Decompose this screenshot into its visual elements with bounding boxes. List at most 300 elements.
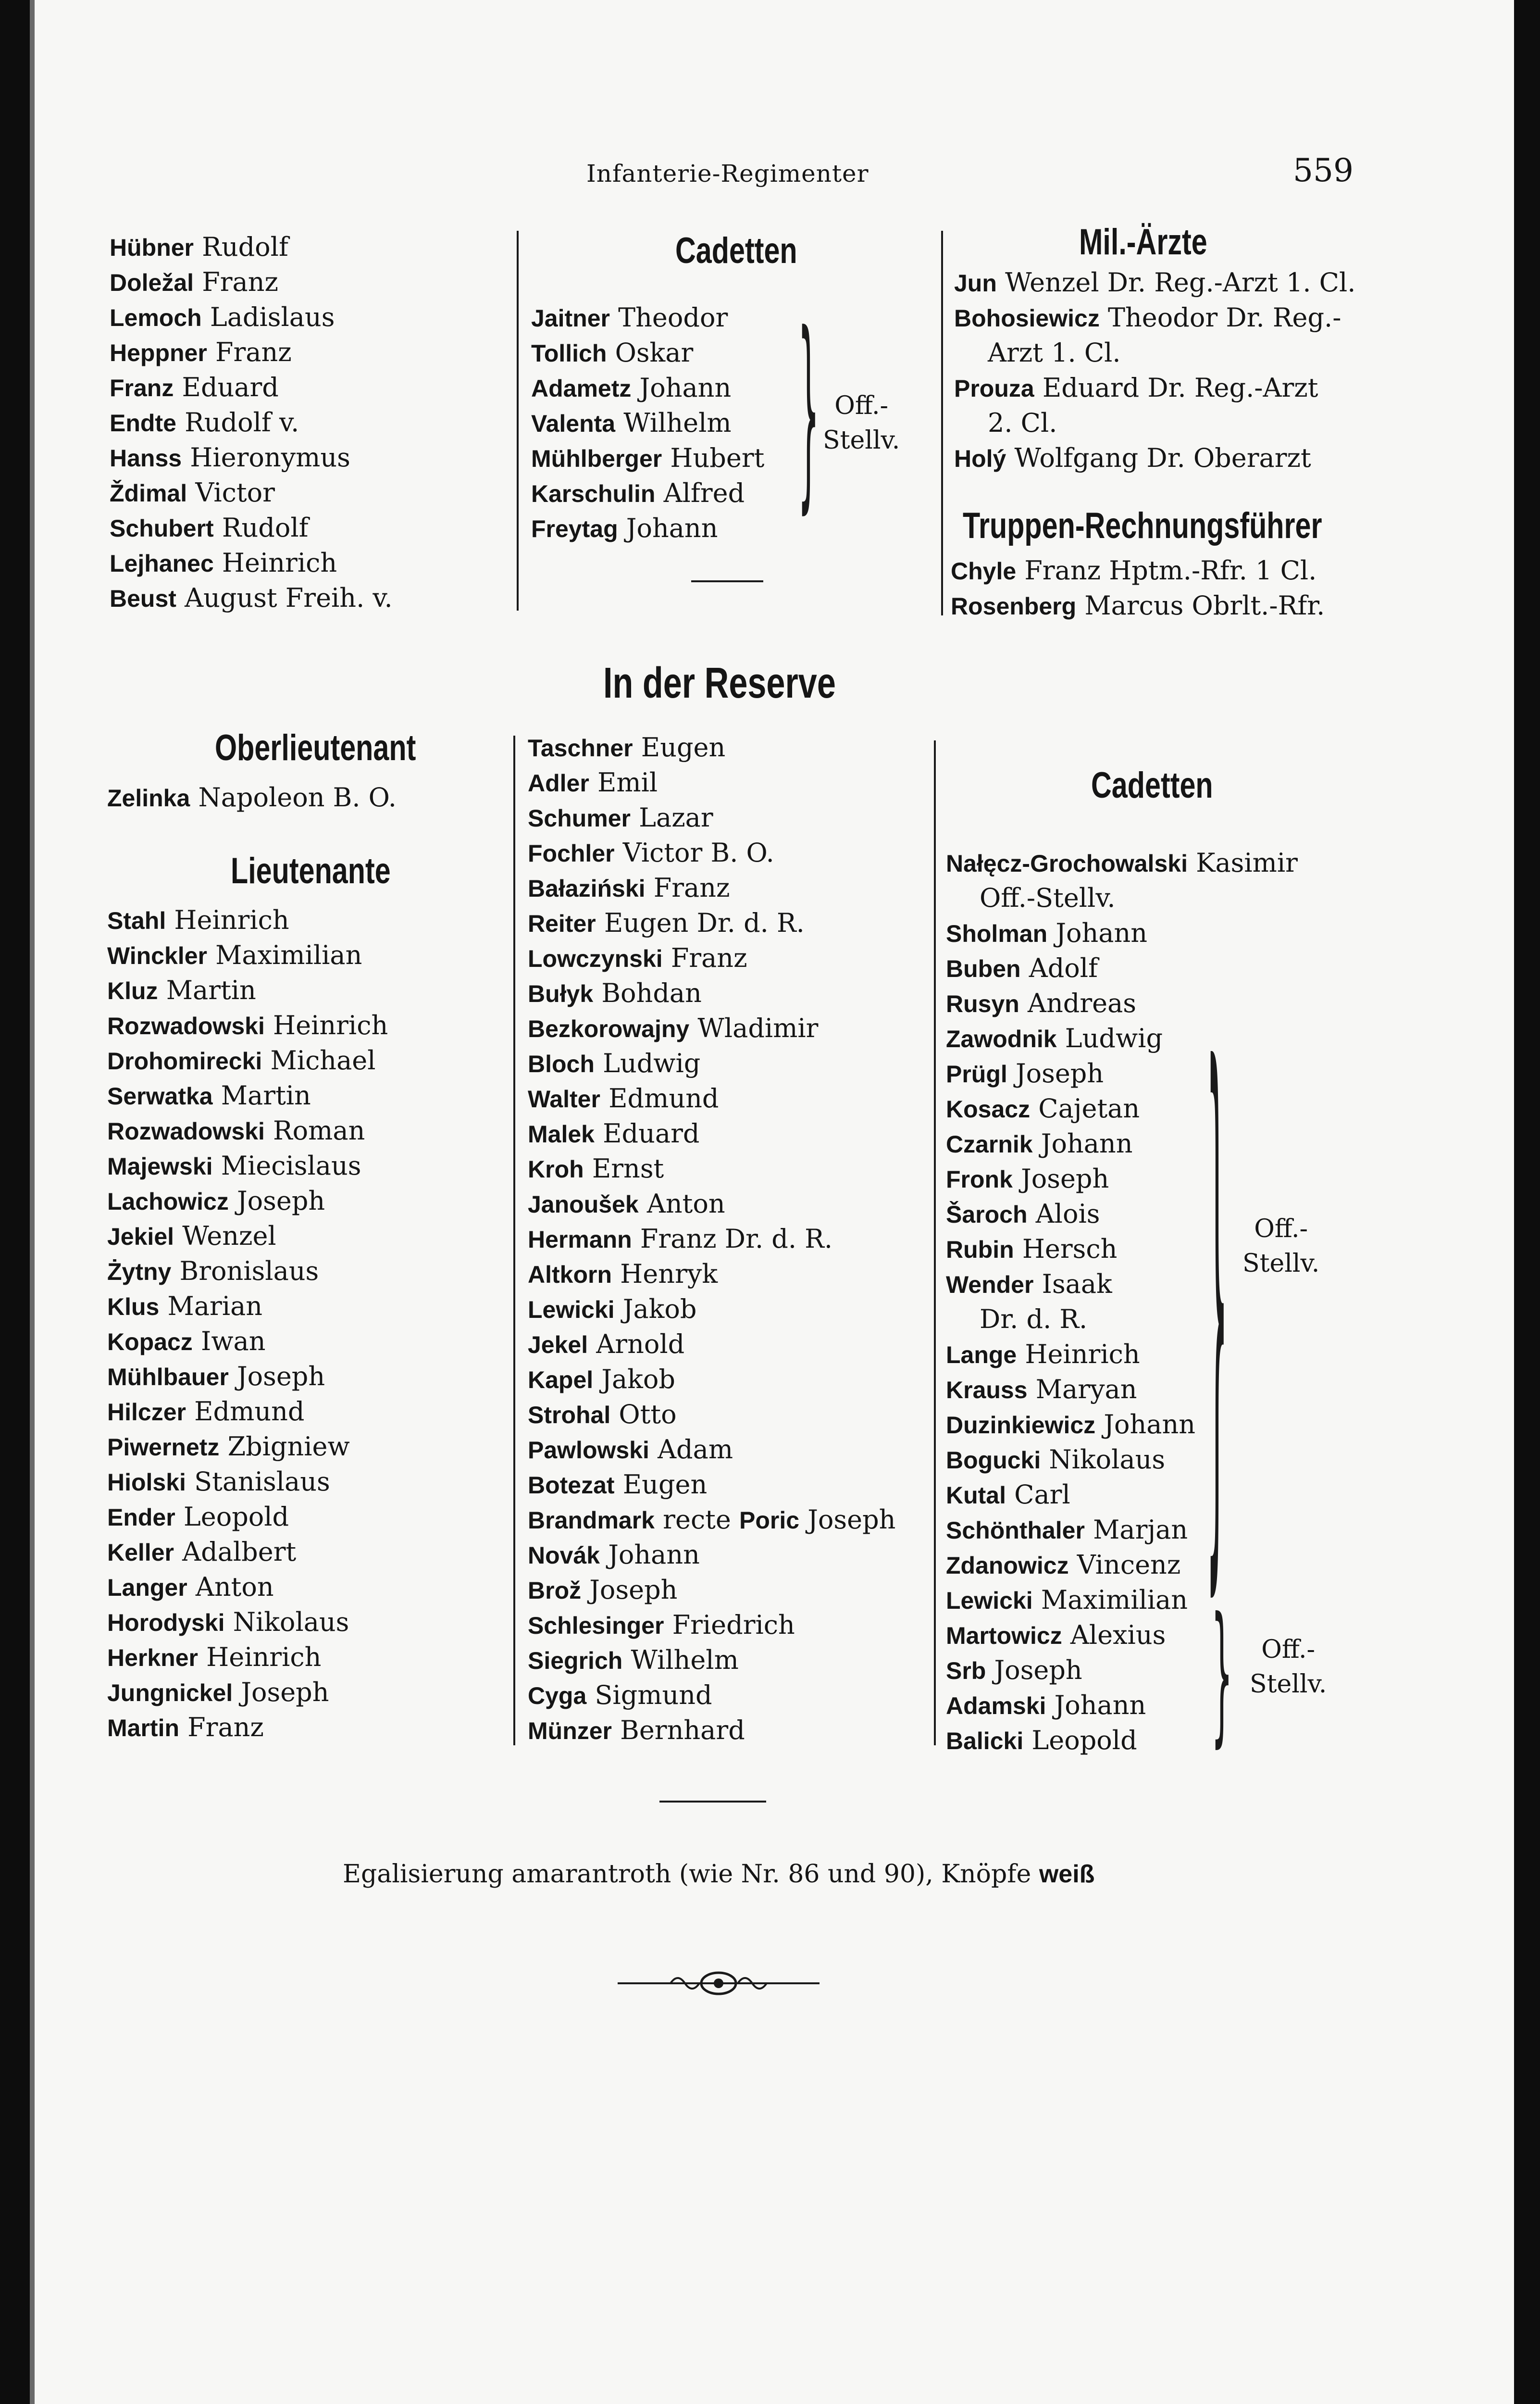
cadetten-list: [531, 300, 764, 546]
given-name: Joseph: [994, 1655, 1082, 1685]
given-name: Nikolaus: [1049, 1444, 1166, 1475]
list-item: [107, 1675, 388, 1710]
given-name: Alois: [1035, 1199, 1100, 1229]
surname: Brož: [528, 1577, 582, 1604]
given-name: Joseph: [1021, 1164, 1109, 1194]
given-name: Anton: [646, 1189, 725, 1219]
brace-cadetten: }: [798, 288, 820, 533]
mil-aerzte-list: [954, 265, 1355, 476]
ornament-dot: [714, 1978, 723, 1988]
given-name: Edmund: [609, 1083, 719, 1114]
reserve-heading: In der Reserve: [603, 659, 836, 707]
list-item: [531, 335, 764, 370]
given-name: Adolf: [1029, 953, 1098, 983]
surname: Valenta: [531, 410, 616, 437]
surname: Jungnickel: [107, 1679, 233, 1706]
given-name: Bernhard: [620, 1715, 745, 1745]
given-name: Adalbert: [182, 1537, 297, 1567]
list-item: [110, 229, 393, 264]
list-item: [528, 905, 895, 940]
list-item: [531, 476, 764, 511]
list-item: [954, 265, 1355, 300]
list-item: [528, 1432, 895, 1467]
list-item: [110, 580, 393, 615]
surname: Martin: [107, 1715, 179, 1741]
surname: Bloch: [528, 1051, 595, 1077]
scan-edge-left: [0, 0, 30, 2404]
given-name: Isaak: [1042, 1269, 1112, 1299]
surname: Strohal: [528, 1402, 611, 1428]
list-item: [528, 1186, 895, 1221]
given-name: Wolfgang Dr. Oberarzt: [1014, 443, 1311, 473]
given-name: Cajetan: [1038, 1093, 1140, 1124]
given-name: Wilhelm: [631, 1645, 739, 1675]
cadetten-heading: Cadetten: [675, 230, 797, 271]
list-item: [946, 1021, 1298, 1056]
given-name: Rudolf: [222, 513, 309, 543]
egalisierung-text: Egalisierung amarantroth (wie Nr. 86 und 90), Knöpfe: [343, 1860, 1039, 1889]
surname: Taschner: [528, 735, 633, 762]
list-item: [528, 1362, 895, 1397]
divider-bottom: [659, 1801, 766, 1803]
surname: Tollich: [531, 340, 607, 367]
list-item: [107, 1464, 388, 1499]
column-rule: [934, 740, 936, 1745]
surname: Rubin: [946, 1236, 1014, 1263]
list-item: [528, 1467, 895, 1502]
given-name: Stanislaus: [194, 1466, 330, 1497]
given-name: Franz Dr. d. R.: [640, 1224, 833, 1254]
list-item: [946, 1161, 1298, 1196]
list-item: [951, 553, 1325, 588]
given-name: Hersch: [1022, 1234, 1118, 1264]
page-number: 559: [1293, 152, 1354, 189]
given-name: Johann: [1041, 1128, 1133, 1159]
given-name: Off.-Stellv.: [980, 883, 1116, 913]
given-name: Wilhelm: [623, 408, 732, 438]
surname: Lachowicz: [107, 1188, 229, 1215]
surname: Keller: [107, 1539, 174, 1566]
given-name: 2. Cl.: [988, 408, 1057, 438]
given-name: Andreas: [1027, 988, 1137, 1018]
note-line-2: Stellv.: [823, 426, 900, 455]
scan-edge-right: [1514, 0, 1540, 2404]
list-item: [528, 1607, 895, 1642]
list-item: [528, 1537, 895, 1572]
list-item: [107, 902, 388, 938]
surname: Nałęcz-Grochowalski: [946, 850, 1188, 877]
surname: Rusyn: [946, 990, 1019, 1017]
egalisierung-bold: weiß: [1039, 1860, 1095, 1888]
list-item: [528, 1011, 895, 1046]
list-item: [946, 1302, 1298, 1337]
surname: Zawodnik: [946, 1026, 1057, 1052]
surname: Bułyk: [528, 980, 594, 1007]
given-name: Marjan: [1093, 1515, 1188, 1545]
list-item: [528, 730, 895, 765]
list-item: [528, 1572, 895, 1607]
given-name: Otto: [619, 1399, 677, 1429]
surname: Fochler: [528, 840, 615, 867]
given-name: Heinrich: [174, 905, 289, 935]
list-item: [107, 1324, 388, 1359]
given-name: Johann: [626, 513, 718, 543]
given-name: Franz: [215, 337, 292, 367]
given-name: Emil: [597, 767, 658, 798]
given-name: Anton: [195, 1572, 274, 1602]
list-item: [946, 1372, 1298, 1407]
surname: Hübner: [110, 234, 194, 261]
surname: Klus: [107, 1293, 160, 1320]
given-name: Joseph: [241, 1677, 329, 1707]
column-rule: [513, 736, 515, 1745]
surname: Lowczynski: [528, 945, 663, 972]
surname: Ender: [107, 1504, 175, 1531]
officer-list-top: [110, 229, 393, 615]
list-item: [531, 440, 764, 476]
surname: Šaroch: [946, 1201, 1028, 1228]
surname: Karschulin: [531, 480, 656, 507]
list-item: [110, 405, 393, 440]
surname: Adamski: [946, 1692, 1046, 1719]
note-line-1: Off.-: [834, 391, 889, 420]
egalisierung-note: [343, 1860, 1094, 1889]
surname: Rosenberg: [951, 593, 1077, 620]
given-name-alt: Joseph: [807, 1504, 896, 1535]
given-name: Franz: [671, 943, 747, 973]
surname: Duzinkiewicz: [946, 1412, 1096, 1439]
list-item: [946, 880, 1298, 915]
list-item: [946, 1723, 1298, 1758]
brace-cadetten-reserve-2: }: [1211, 1585, 1233, 1762]
list-item: [110, 335, 393, 370]
surname: Hermann: [528, 1226, 632, 1253]
brace-cadetten-reserve-1: }: [1206, 951, 1228, 1645]
surname: Cyga: [528, 1682, 587, 1709]
surname: Schönthaler: [946, 1517, 1085, 1544]
given-name: Ludwig: [1065, 1023, 1163, 1053]
surname: Stahl: [107, 907, 166, 934]
given-name: Franz: [187, 1712, 264, 1742]
surname: Schlesinger: [528, 1612, 664, 1639]
given-name: Martin: [221, 1080, 311, 1111]
given-name: Victor B. O.: [622, 838, 774, 868]
surname: Kroh: [528, 1156, 584, 1183]
surname: Adametz: [531, 375, 632, 402]
surname: Chyle: [951, 558, 1017, 585]
list-item: [528, 1116, 895, 1151]
list-item: [110, 440, 393, 475]
surname: Lewicki: [946, 1587, 1033, 1614]
oberlieutenant-list: [107, 780, 397, 815]
given-name: Martin: [166, 975, 256, 1005]
cadetten-reserve-note-2: [1250, 1632, 1327, 1702]
list-item: [528, 940, 895, 976]
surname: Langer: [107, 1574, 187, 1601]
given-name: Maximilian: [215, 940, 362, 970]
surname: Żytny: [107, 1258, 172, 1285]
list-item: [946, 915, 1298, 951]
surname: Adler: [528, 770, 589, 797]
surname: Franz: [110, 375, 174, 401]
surname: Winckler: [107, 942, 207, 969]
list-item: [528, 870, 895, 905]
list-item: [946, 1442, 1298, 1477]
cadetten-reserve-list: [946, 845, 1298, 1758]
list-item: [528, 1151, 895, 1186]
given-name: Bronislaus: [179, 1256, 319, 1286]
cadetten-reserve-note-1: [1242, 1212, 1319, 1281]
given-name: Johann: [639, 373, 732, 403]
list-item: [528, 1502, 895, 1537]
given-name: Bohdan: [601, 978, 702, 1008]
surname: Jekel: [528, 1331, 588, 1358]
surname: Reiter: [528, 910, 596, 937]
surname: Serwatka: [107, 1083, 213, 1110]
list-item: [107, 1078, 388, 1113]
surname: Lange: [946, 1341, 1017, 1368]
given-name: Marian: [167, 1291, 263, 1321]
list-item: [107, 780, 397, 815]
list-item: [110, 475, 393, 510]
list-item: [107, 1534, 388, 1569]
list-item: [946, 1126, 1298, 1161]
surname: Prügl: [946, 1061, 1007, 1088]
surname: Herkner: [107, 1644, 198, 1671]
given-name: Eugen: [641, 732, 726, 763]
surname: Martowicz: [946, 1622, 1062, 1649]
list-item: [528, 765, 895, 800]
given-name: Ernst: [592, 1153, 664, 1184]
given-name: Dr. d. R.: [980, 1304, 1088, 1334]
given-name: Hubert: [670, 443, 765, 473]
surname: Kluz: [107, 977, 158, 1004]
surname: Balicki: [946, 1728, 1024, 1754]
given-name: Miecislaus: [221, 1151, 361, 1181]
list-item: [946, 1056, 1298, 1091]
given-name: Jakob: [622, 1294, 697, 1324]
list-item: [107, 1604, 388, 1640]
surname: Ždimal: [110, 480, 187, 507]
surname: Botezat: [528, 1472, 615, 1499]
surname: Krauss: [946, 1377, 1028, 1403]
given-name: Wenzel Dr. Reg.-Arzt 1. Cl.: [1005, 267, 1356, 298]
note-line-2: Stellv.: [1250, 1670, 1327, 1699]
surname: Jekiel: [107, 1223, 174, 1250]
list-item: [107, 1253, 388, 1289]
list-item: [946, 1512, 1298, 1547]
list-item: [107, 1429, 388, 1464]
surname: Beust: [110, 585, 176, 612]
surname: Kosacz: [946, 1096, 1031, 1123]
given-name: Friedrich: [672, 1610, 795, 1640]
list-item: [946, 1477, 1298, 1512]
surname: Pawlowski: [528, 1437, 649, 1464]
given-name: Kasimir: [1196, 848, 1298, 878]
given-name: Lazar: [639, 802, 713, 833]
surname: Bogucki: [946, 1447, 1041, 1474]
list-item: [107, 1289, 388, 1324]
given-name: Franz: [653, 873, 730, 903]
given-name: recte: [663, 1504, 731, 1535]
given-name: Eduard Dr. Reg.-Arzt: [1042, 373, 1318, 403]
given-name: Iwan: [200, 1326, 266, 1356]
given-name: Maximilian: [1041, 1585, 1188, 1615]
list-item: [528, 1397, 895, 1432]
list-item: [946, 1091, 1298, 1126]
surname: Schumer: [528, 805, 631, 832]
column-rule: [941, 231, 943, 615]
surname: Altkorn: [528, 1261, 612, 1288]
surname: Zdanowicz: [946, 1552, 1069, 1579]
list-item: [110, 510, 393, 545]
surname: Prouza: [954, 375, 1034, 402]
given-name: Rudolf: [202, 232, 288, 262]
surname: Heppner: [110, 339, 207, 366]
list-item: [528, 1221, 895, 1256]
list-item: [528, 1327, 895, 1362]
surname: Zelinka: [107, 785, 190, 812]
list-item: [528, 1081, 895, 1116]
given-name: Henryk: [620, 1259, 718, 1289]
surname: Fronk: [946, 1166, 1013, 1193]
given-name: Joseph: [589, 1575, 678, 1605]
lieutenante-heading: Lieutenante: [231, 851, 391, 891]
given-name: Alexius: [1070, 1620, 1166, 1650]
list-item: [107, 1183, 388, 1218]
cadetten-reserve-heading: Cadetten: [1091, 765, 1213, 806]
list-item: [528, 1678, 895, 1713]
list-item: [107, 1008, 388, 1043]
surname: Bohosiewicz: [954, 305, 1100, 332]
surname: Kapel: [528, 1366, 594, 1393]
given-name: Marcus Obrlt.-Rfr.: [1084, 590, 1325, 621]
mil-aerzte-heading: Mil.-Ärzte: [1079, 222, 1207, 263]
surname: Buben: [946, 955, 1021, 982]
given-name: Wladimir: [697, 1013, 819, 1043]
surname: Jaitner: [531, 305, 610, 332]
given-name: Wenzel: [182, 1221, 276, 1251]
given-name: Heinrich: [222, 548, 337, 578]
surname: Bezkorowajny: [528, 1015, 690, 1042]
surname: Kutal: [946, 1482, 1006, 1509]
running-title: Infanterie-Regimenter: [586, 160, 869, 188]
list-item: [946, 986, 1298, 1021]
list-item: [110, 300, 393, 335]
surname: Lewicki: [528, 1296, 615, 1323]
note-line-2: Stellv.: [1242, 1249, 1320, 1278]
given-name: Arzt 1. Cl.: [988, 338, 1121, 368]
surname-alt: Poric: [739, 1507, 800, 1534]
surname: Freytag: [531, 515, 618, 542]
given-name: Heinrich: [273, 1010, 388, 1040]
list-item: [107, 973, 388, 1008]
list-item: [946, 1407, 1298, 1442]
list-item: [110, 370, 393, 405]
list-item: [110, 264, 393, 300]
list-item: [107, 938, 388, 973]
list-item: [946, 1688, 1298, 1723]
surname: Rozwadowski: [107, 1013, 265, 1039]
given-name: Heinrich: [206, 1642, 322, 1672]
list-item: [954, 300, 1355, 335]
scan-edge-shadow: [30, 0, 35, 2404]
note-line-1: Off.-: [1254, 1215, 1308, 1243]
surname: Siegrich: [528, 1647, 623, 1674]
given-name: Zbigniew: [227, 1431, 350, 1462]
given-name: Johann: [1056, 918, 1147, 948]
surname: Drohomirecki: [107, 1048, 262, 1075]
given-name: Heinrich: [1025, 1339, 1140, 1369]
surname: Kopacz: [107, 1328, 193, 1355]
surname: Münzer: [528, 1717, 612, 1744]
surname: Holý: [954, 445, 1006, 472]
given-name: Joseph: [1015, 1058, 1104, 1089]
surname: Horodyski: [107, 1609, 225, 1636]
given-name: Joseph: [237, 1186, 325, 1216]
given-name: Eugen: [622, 1469, 708, 1500]
surname: Brandmark: [528, 1507, 655, 1534]
given-name: Vincenz: [1077, 1550, 1181, 1580]
given-name: Rudolf v.: [185, 407, 299, 438]
given-name: Edmund: [194, 1396, 305, 1427]
list-item: [528, 800, 895, 835]
given-name: Leopold: [1031, 1725, 1137, 1755]
given-name: Ladislaus: [210, 302, 335, 332]
list-item: [107, 1640, 388, 1675]
list-item: [107, 1113, 388, 1148]
surname: Hiolski: [107, 1469, 186, 1496]
surname: Endte: [110, 410, 176, 437]
given-name: Franz Hptm.-Rfr. 1 Cl.: [1024, 555, 1317, 586]
given-name: Joseph: [236, 1361, 325, 1391]
list-item: [954, 335, 1355, 370]
list-item: [954, 405, 1355, 440]
list-item: [946, 1582, 1298, 1617]
list-item: [528, 976, 895, 1011]
given-name: Adam: [658, 1434, 733, 1465]
given-name: Johann: [1104, 1409, 1196, 1440]
surname: Wender: [946, 1271, 1034, 1298]
surname: Czarnik: [946, 1131, 1033, 1158]
given-name: Eduard: [603, 1118, 700, 1149]
given-name: Nikolaus: [233, 1607, 349, 1637]
surname: Sholman: [946, 920, 1048, 947]
given-name: Theodor: [618, 302, 728, 333]
given-name: Roman: [273, 1115, 365, 1146]
surname: Lejhanec: [110, 550, 214, 577]
list-item: [110, 545, 393, 580]
list-item: [531, 405, 764, 440]
given-name: Johann: [608, 1540, 700, 1570]
oberlieutenant-heading: Oberlieutenant: [215, 727, 416, 768]
list-item: [531, 300, 764, 335]
given-name: Franz: [202, 267, 278, 297]
list-item: [107, 1569, 388, 1604]
given-name: Michael: [270, 1045, 376, 1076]
list-item: [531, 511, 764, 546]
list-item: [946, 1547, 1298, 1582]
surname: Walter: [528, 1086, 600, 1113]
list-item: [946, 951, 1298, 986]
surname: Jun: [954, 270, 997, 297]
surname: Majewski: [107, 1153, 213, 1180]
list-item: [951, 588, 1325, 623]
list-item: [528, 1046, 895, 1081]
given-name: Maryan: [1035, 1374, 1137, 1404]
note-line-1: Off.-: [1261, 1635, 1316, 1664]
list-item: [954, 370, 1355, 405]
